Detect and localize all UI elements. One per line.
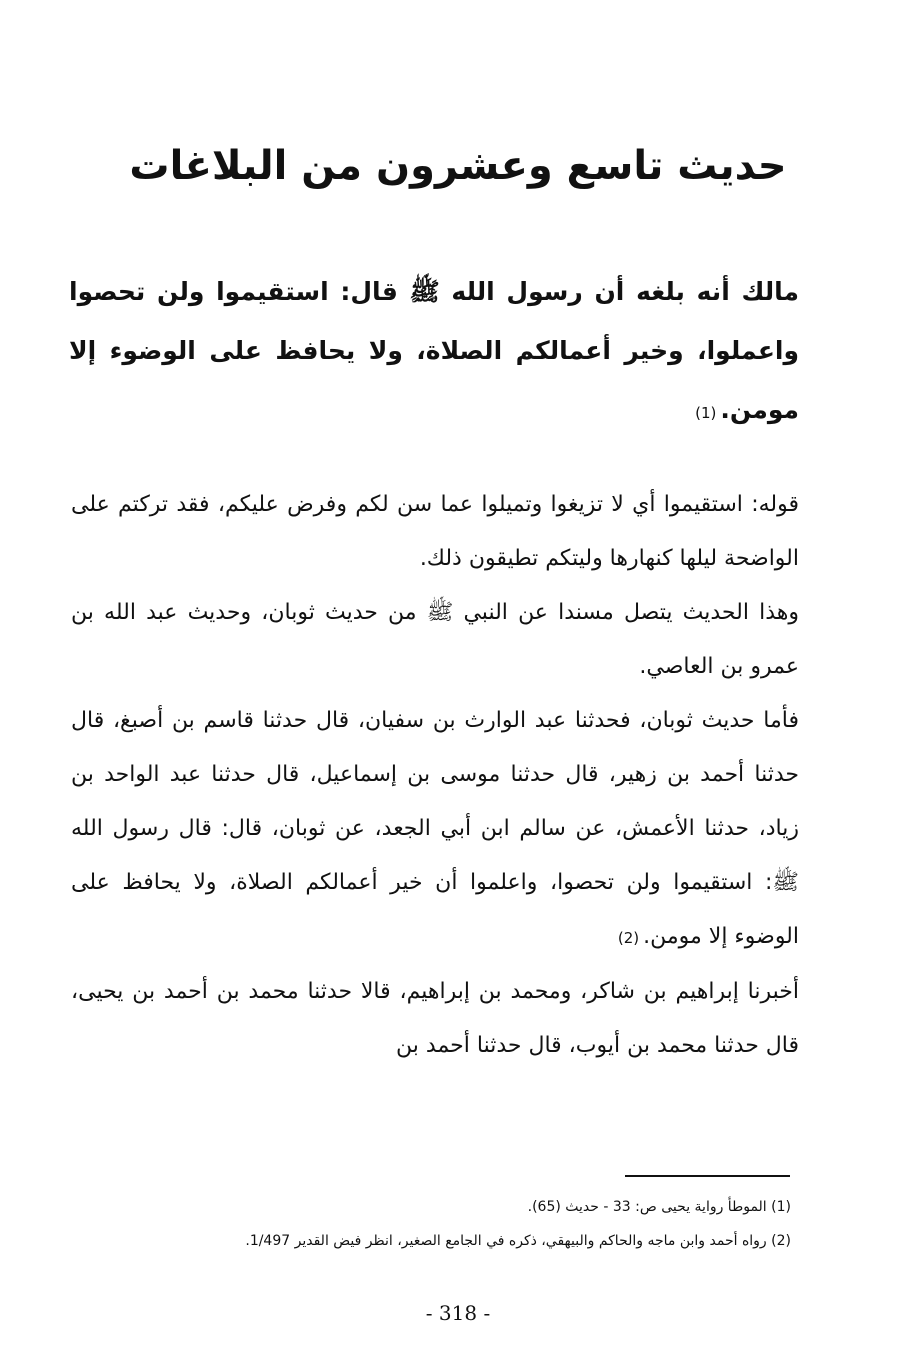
commentary-body (71, 478, 799, 1073)
commentary-paragraph-3 (71, 694, 799, 965)
commentary-paragraph-3-text: فأما حديث ثوبان، فحدثنا عبد الوارث بن سفيان، قال حدثنا قاسم بن أصبغ، قال حدثنا أحمد بن زهير، قال حدثنا موسى بن إسماعيل، قال حدثنا عبد الواحد بن زياد، حدثنا الأعمش، عن سالم ابن أبي الجعد، عن ثوبان، قال: قال رسول الله ﷺ: استقيموا ولن تحصوا، واعلموا أن خير أعمالكم الصلاة، ولا يحافظ على الوضوء إلا مومن. (71, 708, 799, 949)
commentary-paragraph-4: أخبرنا إبراهيم بن شاكر، ومحمد بن إبراهيم، قالا حدثنا محمد بن أحمد بن يحيى، قال حدثنا محمد بن أيوب، قال حدثنا أحمد بن (71, 979, 799, 1058)
hadith-text-block (69, 262, 799, 443)
footnotes (111, 1190, 791, 1258)
footnote-ref-2: (2) (617, 929, 640, 947)
commentary-paragraph-2: وهذا الحديث يتصل مسندا عن النبي ﷺ من حديث ثوبان، وحديث عبد الله بن عمرو بن العاصي. (71, 600, 799, 679)
commentary-paragraph-1: قوله: استقيموا أي لا تزيغوا وتميلوا عما سن لكم وفرض عليكم، فقد تركتم على الواضحة ليلها كنهارها وليتكم تطيقون ذلك. (71, 492, 799, 571)
footnote-ref-1: (1) (695, 404, 717, 422)
page-title: حديث تاسع وعشرون من البلاغات (129, 143, 787, 189)
footnote-1: (1) الموطأ رواية يحيى ص: 33 - حديث (65). (527, 1199, 791, 1215)
page-number: - 318 - (425, 1301, 491, 1325)
footnote-2: (2) رواه أحمد وابن ماجه والحاكم والبيهقي، ذكره في الجامع الصغير، انظر فيض القدير 1/497. (245, 1233, 791, 1249)
footnote-divider (625, 1175, 790, 1177)
hadith-text: مالك أنه بلغه أن رسول الله ﷺ قال: استقيموا ولن تحصوا واعملوا، وخير أعمالكم الصلاة، ولا يحافظ على الوضوء إلا مومن. (69, 277, 799, 424)
